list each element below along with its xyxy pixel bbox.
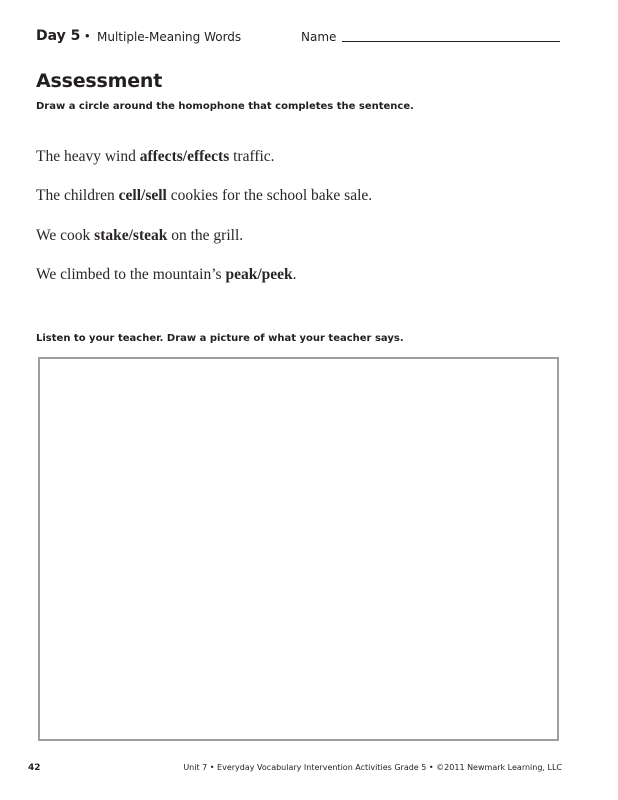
page-number: 42 [28,763,41,773]
sentence-3-before: We cook [36,227,95,244]
sentence-3 [36,226,243,246]
sentence-3-after: on the grill. [167,227,244,244]
sentence-4-before: We climbed to the mountain’s [36,266,226,283]
sentence-1-after: traffic. [229,148,275,165]
drawing-area[interactable] [38,357,559,741]
sentence-4-after: . [292,266,297,283]
drawing-instruction: Listen to your teacher. Draw a picture of what your teacher says. [36,333,404,344]
sentence-1-choice[interactable]: affects/effects [139,148,230,165]
page-title: Assessment [36,70,163,92]
sentence-1 [36,147,275,167]
sentence-2 [36,186,372,206]
name-write-line[interactable] [342,41,560,42]
header-bullet: • [85,28,90,43]
sentence-4-choice[interactable]: peak/peek [225,266,293,283]
day-label: Day 5 [36,28,81,44]
sentence-3-choice[interactable]: stake/steak [94,227,168,244]
sentence-2-before: The children [36,187,119,204]
sentence-1-before: The heavy wind [36,148,140,165]
sentence-2-after: cookies for the school bake sale. [166,187,373,204]
homophone-instruction: Draw a circle around the homophone that completes the sentence. [36,101,414,112]
name-label: Name [301,30,337,44]
lesson-subtitle: Multiple-Meaning Words [97,30,242,44]
sentence-4 [36,265,297,285]
sentence-2-choice[interactable]: cell/sell [118,187,167,204]
footer-credit: Unit 7 • Everyday Vocabulary Intervention Activities Grade 5 • ©2011 Newmark Learning, LLC [183,763,562,772]
page-header [36,27,576,47]
